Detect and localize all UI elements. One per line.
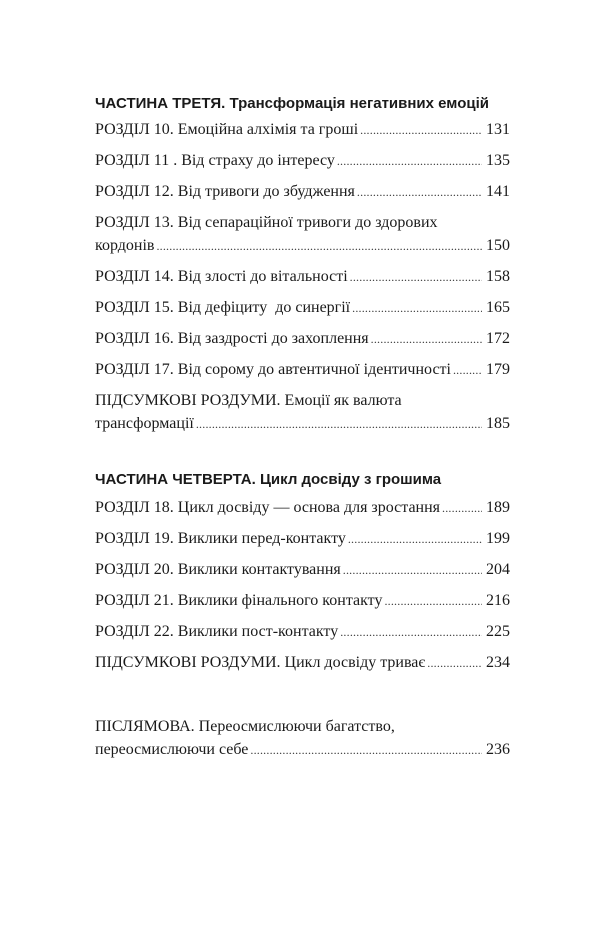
- dot-leader: [248, 738, 482, 762]
- toc-entry-chapter-20: [95, 558, 510, 582]
- page-number: 199: [486, 530, 510, 547]
- entry-title: РОЗДІЛ 12. Від тривоги до збудження: [95, 183, 355, 200]
- entry-title: РОЗДІЛ 16. Від заздрості до захоплення: [95, 330, 369, 347]
- entry-title: РОЗДІЛ 20. Виклики контактування: [95, 561, 341, 578]
- toc-entry-afterword: [95, 715, 510, 762]
- dot-leader: [338, 620, 482, 644]
- dot-leader: [348, 265, 482, 289]
- entry-title: кордонів: [95, 237, 155, 254]
- entry-title-line: ПІСЛЯМОВА. Переосмислюючи багатство,: [95, 718, 395, 735]
- toc-entry-chapter-15: [95, 296, 510, 320]
- dot-leader: [358, 118, 482, 142]
- dot-leader: [355, 180, 482, 204]
- page-number: 185: [486, 415, 510, 432]
- dot-leader: [154, 234, 482, 258]
- page-number: 135: [486, 152, 510, 169]
- entry-title: РОЗДІЛ 14. Від злості до вітальності: [95, 268, 348, 285]
- dot-leader: [335, 149, 482, 173]
- dot-leader: [369, 327, 482, 351]
- toc-entry-chapter-10: [95, 118, 510, 142]
- page-number: 204: [486, 561, 510, 578]
- part-four-heading: ЧАСТИНА ЧЕТВЕРТА. Цикл досвіду з грошима: [95, 471, 442, 488]
- dot-leader: [350, 296, 482, 320]
- entry-title: ПІДСУМКОВІ РОЗДУМИ. Цикл досвіду триває: [95, 654, 426, 671]
- toc-entry-chapter-17: [95, 358, 510, 382]
- entry-title: РОЗДІЛ 22. Виклики пост-контакту: [95, 623, 339, 640]
- page-number: 165: [486, 299, 510, 316]
- toc-entry-chapter-18: [95, 496, 510, 520]
- entry-title: РОЗДІЛ 17. Від сорому до автентичної ідентичності: [95, 361, 451, 378]
- dot-leader: [194, 412, 482, 436]
- dot-leader: [346, 527, 482, 551]
- table-of-contents: [95, 94, 510, 762]
- toc-entry-chapter-22: [95, 620, 510, 644]
- toc-entry-summary-part-four: [95, 651, 510, 675]
- dot-leader: [451, 358, 482, 382]
- page-number: 179: [486, 361, 510, 378]
- entry-title: РОЗДІЛ 11 . Від страху до інтересу: [95, 152, 335, 169]
- toc-entry-chapter-13: [95, 211, 510, 258]
- toc-entry-chapter-19: [95, 527, 510, 551]
- toc-entry-chapter-21: [95, 589, 510, 613]
- dot-leader: [382, 589, 482, 613]
- page-number: 131: [486, 121, 510, 138]
- dot-leader: [341, 558, 482, 582]
- part-three-heading: ЧАСТИНА ТРЕТЯ. Трансформація негативних емоцій: [95, 95, 489, 112]
- dot-leader: [425, 651, 482, 675]
- entry-title: переосмислюючи себе: [95, 741, 249, 758]
- entry-title: трансформації: [95, 415, 194, 432]
- entry-title: РОЗДІЛ 21. Виклики фінального контакту: [95, 592, 383, 609]
- page-number: 189: [486, 499, 510, 516]
- page-number: 158: [486, 268, 510, 285]
- page-number: 234: [486, 654, 510, 671]
- toc-entry-summary-part-three: [95, 389, 510, 436]
- page-number: 236: [486, 741, 510, 758]
- entry-title-line: ПІДСУМКОВІ РОЗДУМИ. Емоції як валюта: [95, 392, 402, 409]
- entry-title: РОЗДІЛ 19. Виклики перед-контакту: [95, 530, 346, 547]
- page-number: 150: [486, 237, 510, 254]
- page-number: 216: [486, 592, 510, 609]
- page-number: 172: [486, 330, 510, 347]
- entry-title: РОЗДІЛ 10. Емоційна алхімія та гроші: [95, 121, 359, 138]
- toc-entry-chapter-16: [95, 327, 510, 351]
- toc-entry-chapter-11: [95, 149, 510, 173]
- entry-title: РОЗДІЛ 18. Цикл досвіду — основа для зростання: [95, 499, 441, 516]
- page-number: 141: [486, 183, 510, 200]
- entry-title-line: РОЗДІЛ 13. Від сепараційної тривоги до здорових: [95, 214, 438, 231]
- page-number: 225: [486, 623, 510, 640]
- toc-entry-chapter-12: [95, 180, 510, 204]
- dot-leader: [440, 496, 482, 520]
- entry-title: РОЗДІЛ 15. Від дефіциту до синергії: [95, 299, 351, 316]
- toc-entry-chapter-14: [95, 265, 510, 289]
